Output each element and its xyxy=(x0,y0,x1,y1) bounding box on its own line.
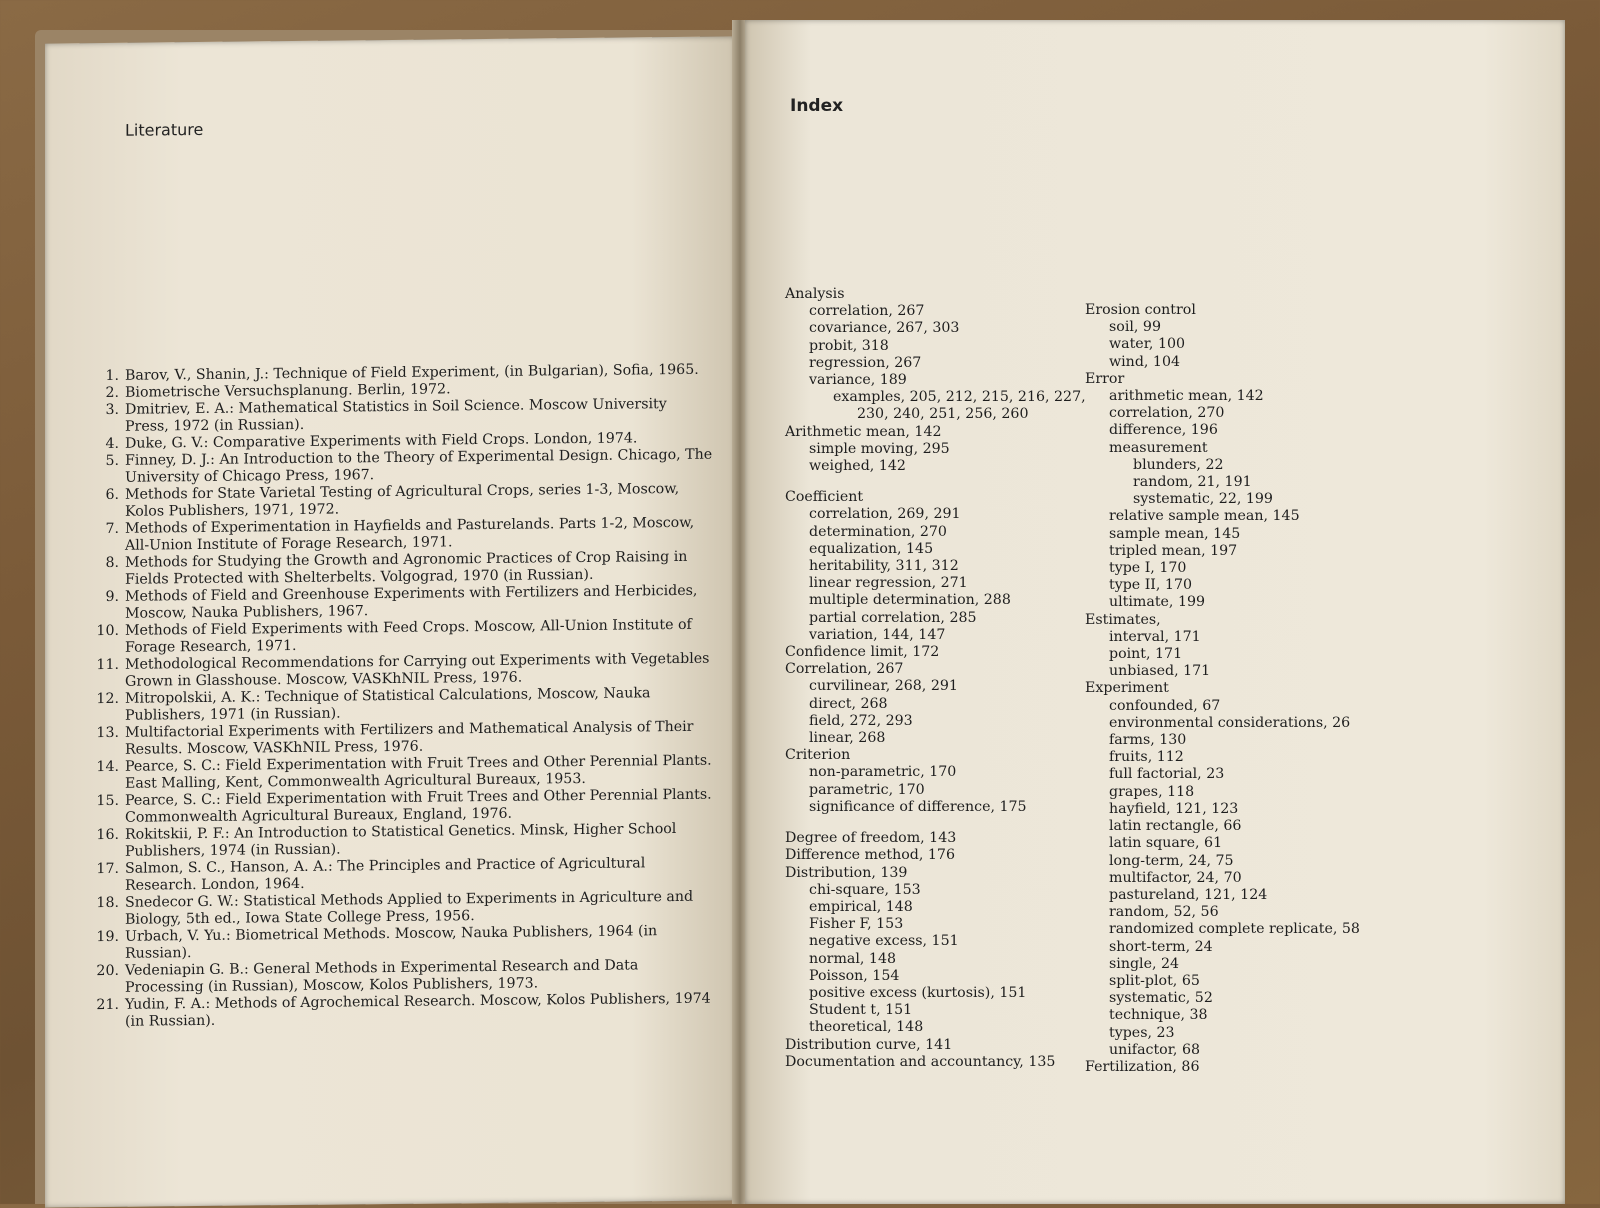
index-subentry: Student t, 151 xyxy=(809,1002,913,1019)
reference-number: 3. xyxy=(105,401,119,418)
index-subentry: fruits, 112 xyxy=(1109,749,1184,766)
index-subentry: theoretical, 148 xyxy=(809,1019,924,1036)
reference-text: Methods for Studying the Growth and Agronomic Practices of Crop Raising in Fields Protected with Shelterbelts. Volgograd, 1970 (in Russian). xyxy=(125,548,688,588)
index-subentry: partial correlation, 285 xyxy=(809,609,977,626)
index-subentry: negative excess, 151 xyxy=(809,933,959,950)
index-subentry: determination, 270 xyxy=(809,523,947,540)
index-heading: Arithmetic mean, 142 xyxy=(785,423,942,440)
index-subentry: wind, 104 xyxy=(1109,353,1180,370)
index-subentry: covariance, 267, 303 xyxy=(809,320,960,337)
index-column-2 xyxy=(1085,302,1425,1076)
reference-text: Pearce, S. C.: Field Experimentation with Fruit Trees and Other Perennial Plants. East Malling, Kent, Commonwealth Agricultural Bureaux, 1953. xyxy=(125,752,712,792)
reference-text: Methods of Field Experiments with Feed Crops. Moscow, All-Union Institute of Forage Research, 1971. xyxy=(125,616,692,656)
index-heading: Confidence limit, 172 xyxy=(785,644,940,661)
reference-text: Methods of Experimentation in Hayfields and Pasturelands. Parts 1-2, Moscow, All-Union Institute of Forage Research, 1971. xyxy=(125,514,695,554)
index-subentry: types, 23 xyxy=(1109,1024,1175,1041)
index-subentry: farms, 130 xyxy=(1109,732,1187,749)
index-subentry: technique, 38 xyxy=(1109,1007,1208,1024)
reference-number: 16. xyxy=(96,826,119,844)
index-subentry: 230, 240, 251, 256, 260 xyxy=(857,406,1029,423)
index-subentry: single, 24 xyxy=(1109,955,1180,972)
index-gap xyxy=(785,475,1105,489)
index-subentry: heritability, 311, 312 xyxy=(809,558,959,575)
reference-text: Dmitriev, E. A.: Mathematical Statistics in Soil Science. Moscow University Press, 1972 (in Russian). xyxy=(125,396,667,435)
index-subentry: pastureland, 121, 124 xyxy=(1109,886,1268,903)
index-subentry: variance, 189 xyxy=(809,372,907,389)
index-heading: Erosion control xyxy=(1085,302,1196,318)
reference-number: 13. xyxy=(96,724,119,742)
reference-number: 19. xyxy=(96,928,119,946)
reference-number: 10. xyxy=(96,622,119,640)
index-subentry: type II, 170 xyxy=(1109,577,1193,594)
index-subentry: direct, 268 xyxy=(809,695,888,712)
reference-number: 1. xyxy=(105,367,119,384)
index-heading: Criterion xyxy=(785,747,851,764)
reference-number: 8. xyxy=(105,554,119,571)
reference-text: Methods for State Varietal Testing of Agricultural Crops, series 1-3, Moscow, Kolos Publishers, 1971, 1972. xyxy=(125,480,680,520)
index-subentry: correlation, 270 xyxy=(1109,405,1225,422)
index-subentry: curvilinear, 268, 291 xyxy=(809,678,958,695)
reference-number: 15. xyxy=(96,792,119,810)
reference-text: Salmon, S. C., Hanson, A. A.: The Principles and Practice of Agricultural Research. London, 1964. xyxy=(125,855,646,894)
reference-text: Duke, G. V.: Comparative Experiments with Field Crops. London, 1974. xyxy=(125,430,638,452)
index-subentry: short-term, 24 xyxy=(1109,938,1213,955)
index-subentry: chi-square, 153 xyxy=(809,881,921,898)
index-subentry: parametric, 170 xyxy=(809,781,925,798)
index-subentry: latin square, 61 xyxy=(1109,835,1223,852)
index-subentry: correlation, 269, 291 xyxy=(809,506,961,523)
index-subentry: weighed, 142 xyxy=(809,458,906,475)
index-subentry: simple moving, 295 xyxy=(809,440,950,457)
index-subentry: difference, 196 xyxy=(1109,422,1218,439)
index-heading: Experiment xyxy=(1085,680,1169,697)
index-subentry: split-plot, 65 xyxy=(1109,972,1200,989)
index-subentry: point, 171 xyxy=(1109,646,1183,663)
reference-number: 6. xyxy=(105,486,119,503)
index-subentry: grapes, 118 xyxy=(1109,783,1195,800)
index-subentry: relative sample mean, 145 xyxy=(1109,508,1300,525)
index-subentry: correlation, 267 xyxy=(809,303,925,320)
index-heading: Estimates, xyxy=(1085,611,1161,628)
index-subentry: full factorial, 23 xyxy=(1109,766,1225,783)
index-subentry: measurement xyxy=(1109,439,1208,456)
index-subentry: confounded, 67 xyxy=(1109,697,1221,714)
reference-text: Yudin, F. A.: Methods of Agrochemical Research. Moscow, Kolos Publishers, 1974 (in Russian). xyxy=(125,990,711,1030)
index-subentry: Poisson, 154 xyxy=(809,967,900,984)
index-column-1 xyxy=(785,286,1105,1071)
reference-text: Mitropolskii, A. K.: Technique of Statistical Calculations, Moscow, Nauka Publishers, 1971 (in Russian). xyxy=(125,685,651,724)
reference-text: Biometrische Versuchsplanung. Berlin, 1972. xyxy=(125,381,451,401)
index-subentry: soil, 99 xyxy=(1109,319,1161,336)
index-subentry: linear regression, 271 xyxy=(809,575,968,592)
reference-text: Vedeniapin G. B.: General Methods in Experimental Research and Data Processing (in Russian), Moscow, Kolos Publishers, 1973. xyxy=(125,957,639,996)
reference-number: 18. xyxy=(96,894,119,912)
reference-text: Rokitskii, P. F.: An Introduction to Statistical Genetics. Minsk, Higher School Publishers, 1974 (in Russian). xyxy=(125,821,677,860)
index-subentry: hayfield, 121, 123 xyxy=(1109,800,1239,817)
index-subentry: blunders, 22 xyxy=(1133,456,1224,473)
index-subentry: random, 52, 56 xyxy=(1109,904,1219,921)
reference-number: 7. xyxy=(105,520,119,537)
index-subentry: random, 21, 191 xyxy=(1133,474,1252,491)
index-subentry: ultimate, 199 xyxy=(1109,594,1206,611)
index-heading: Error xyxy=(1085,370,1125,387)
index-heading: Fertilization, 86 xyxy=(1085,1058,1200,1075)
index-subentry: examples, 205, 212, 215, 216, 227, xyxy=(833,389,1086,406)
index-subentry: randomized complete replicate, 58 xyxy=(1109,921,1360,938)
index-heading: Documentation and accountancy, 135 xyxy=(785,1053,1056,1070)
reference-text: Pearce, S. C.: Field Experimentation with Fruit Trees and Other Perennial Plants. Commonwealth Agricultural Bureaux, England, 1976. xyxy=(125,786,712,826)
index-subentry: water, 100 xyxy=(1109,336,1186,353)
reference-number: 2. xyxy=(105,384,119,401)
index-subentry: long-term, 24, 75 xyxy=(1109,852,1234,869)
reference-number: 9. xyxy=(105,588,119,605)
index-subentry: arithmetic mean, 142 xyxy=(1109,388,1264,405)
index-heading: Analysis xyxy=(785,286,845,302)
reference-number: 5. xyxy=(105,452,119,469)
left-page xyxy=(45,36,735,1207)
index-subentry: regression, 267 xyxy=(809,354,922,371)
right-page xyxy=(745,20,1565,1204)
index-heading: Distribution curve, 141 xyxy=(785,1036,953,1053)
index-subentry: sample mean, 145 xyxy=(1109,525,1241,542)
index-subentry: empirical, 148 xyxy=(809,898,913,915)
index-subentry: linear, 268 xyxy=(809,730,886,747)
index-subentry: variation, 144, 147 xyxy=(809,626,946,643)
reference-number: 14. xyxy=(96,758,119,776)
running-head-index: Index xyxy=(790,96,844,116)
index-subentry: environmental considerations, 26 xyxy=(1109,714,1351,731)
index-subentry: non-parametric, 170 xyxy=(809,764,957,781)
reference-number: 4. xyxy=(105,435,119,452)
reference-text: Methods of Field and Greenhouse Experiments with Fertilizers and Herbicides, Moscow, Nauka Publishers, 1967. xyxy=(125,582,698,622)
reference-text: Snedecor G. W.: Statistical Methods Applied to Experiments in Agriculture and Biology, 5th ed., Iowa State College Press, 1956. xyxy=(125,888,694,928)
running-head-literature: Literature xyxy=(125,119,204,140)
index-subentry: unifactor, 68 xyxy=(1109,1041,1201,1058)
index-heading: Coefficient xyxy=(785,489,864,506)
reference-text: Multifactorial Experiments with Fertilizers and Mathematical Analysis of Their Results. Moscow, VASKhNIL Press, 1976. xyxy=(125,718,694,758)
reference-text: Finney, D. J.: An Introduction to the Theory of Experimental Design. Chicago, The University of Chicago Press, 1967. xyxy=(125,446,713,486)
reference-list xyxy=(73,362,713,1032)
reference-number: 11. xyxy=(96,656,119,674)
index-heading: Degree of freedom, 143 xyxy=(785,830,957,847)
index-subentry: type I, 170 xyxy=(1109,560,1187,577)
index-subentry: Fisher F, 153 xyxy=(809,916,904,933)
reference-item xyxy=(73,991,713,1032)
index-subentry: positive excess (kurtosis), 151 xyxy=(809,984,1027,1001)
reference-number: 12. xyxy=(96,690,119,708)
index-subentry: tripled mean, 197 xyxy=(1109,542,1238,559)
index-subentry: systematic, 52 xyxy=(1109,990,1213,1007)
index-subentry: multiple determination, 288 xyxy=(809,592,1011,609)
reference-number: 20. xyxy=(96,962,119,980)
index-subentry: unbiased, 171 xyxy=(1109,663,1211,680)
index-subentry: latin rectangle, 66 xyxy=(1109,818,1242,835)
index-subentry: equalization, 145 xyxy=(809,540,934,557)
index-heading: Distribution, 139 xyxy=(785,864,908,881)
index-subentry: significance of difference, 175 xyxy=(809,798,1027,815)
index-subentry: multifactor, 24, 70 xyxy=(1109,869,1242,886)
reference-text: Methodological Recommendations for Carrying out Experiments with Vegetables Grown in Glasshouse. Moscow, VASKhNIL Press, 1976. xyxy=(125,650,710,690)
index-subentry: probit, 318 xyxy=(809,337,889,354)
index-subentry: normal, 148 xyxy=(809,950,897,967)
reference-text: Barov, V., Shanin, J.: Technique of Field Experiment, (in Bulgarian), Sofia, 1965. xyxy=(125,361,699,384)
index-subentry: systematic, 22, 199 xyxy=(1133,491,1273,508)
index-gap xyxy=(785,816,1105,830)
index-heading: Correlation, 267 xyxy=(785,661,904,678)
reference-number: 17. xyxy=(96,860,119,878)
index-heading: Difference method, 176 xyxy=(785,847,955,864)
reference-text: Urbach, V. Yu.: Biometrical Methods. Moscow, Nauka Publishers, 1964 (in Russian). xyxy=(125,923,658,962)
index-subentry: interval, 171 xyxy=(1109,628,1201,645)
reference-number: 21. xyxy=(96,996,119,1014)
index-subentry: field, 272, 293 xyxy=(809,712,913,729)
